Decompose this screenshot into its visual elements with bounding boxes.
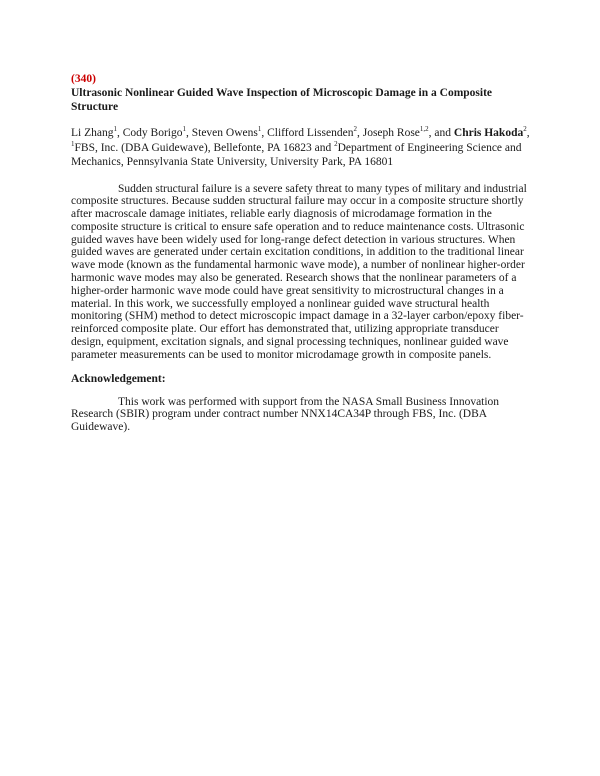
abstract-number: (340) [71, 73, 96, 85]
affiliation-marker: 1 [257, 125, 262, 134]
author-name: Clifford Lissenden [267, 127, 354, 139]
affiliation-marker: 2 [334, 139, 338, 148]
author-name: Cody Borigo [122, 127, 183, 139]
paper-title: Ultrasonic Nonlinear Guided Wave Inspection of Microscopic Damage in a Composite Structure [71, 87, 493, 113]
affiliation-text: FBS, Inc. (DBA Guidewave), Bellefonte, PA 16823 and [74, 141, 335, 154]
acknowledgement-body: This work was performed with support from the NASA Small Business Innovation Research (SBIR) program under contract number NNX14CA34P through FBS, Inc. (DBA Guidewave). [71, 395, 500, 434]
document-page [71, 72, 531, 434]
author-name: Li Zhang [71, 127, 114, 139]
author-name: Steven Owens [191, 127, 258, 139]
affiliation-marker: 1,2 [419, 125, 429, 134]
conjunction: and [434, 127, 452, 139]
affiliation-marker: 1 [71, 139, 75, 148]
affiliation-text: Department of Engineering Science and Mechanics, Pennsylvania State University, University Park, PA 16801 [71, 141, 522, 168]
abstract-body: Sudden structural failure is a severe safety threat to many types of military and industrial composite structures. Because sudden structural failure may occur in a composite structure shortly after macroscale damage initiates, reliable early diagnosis of microdamage formation in the composite structure is critical to ensure safe operation and to reduce maintenance costs. Ultrasonic guided waves have been widely used for long-range defect detection in various structures. When guided waves are generated under certain excitation conditions, in addition to the traditional linear wave mode (known as the fundamental harmonic wave mode), a number of nonlinear higher-order harmonic wave modes may also be generated. Research shows that the nonlinear parameters of a higher-order harmonic wave mode could have great sensitivity to microstructural changes in a material. In this work, we successfully employed a nonlinear guided wave structural health monitoring (SHM) method to detect microscopic impact damage in a 32-layer carbon/epoxy fiber-reinforced composite plate. Our effort has demonstrated that, utilizing appropriate transducer design, equipment, excitation signals, and signal processing techniques, nonlinear guided wave parameter measurements can be used to monitor microdamage growth in composite panels. [71, 182, 527, 361]
acknowledgement-heading: Acknowledgement: [71, 372, 166, 385]
affiliation-marker: 1 [113, 125, 117, 134]
affiliation-marker: 2 [523, 125, 527, 134]
affiliation-marker: 2 [353, 125, 357, 134]
affiliation-marker: 1 [182, 125, 186, 134]
presenting-author-name: Chris Hakoda [453, 127, 524, 139]
author-name: Joseph Rose [362, 127, 420, 139]
author-list: Li Zhang$^1$, Cody Borigo$^1$, Steven Owens$^1$, Clifford Lissenden$^2$, Joseph Rose$^{1,2}$, and Chris Hakoda$^2$, $^1$FBS, Inc. (DBA Guidewave), Bellefonte, PA 16823 and $^2$Department of Engineering Science and Mechanics, Pennsylvania State University, University Park, PA 16801 [71, 125, 530, 168]
